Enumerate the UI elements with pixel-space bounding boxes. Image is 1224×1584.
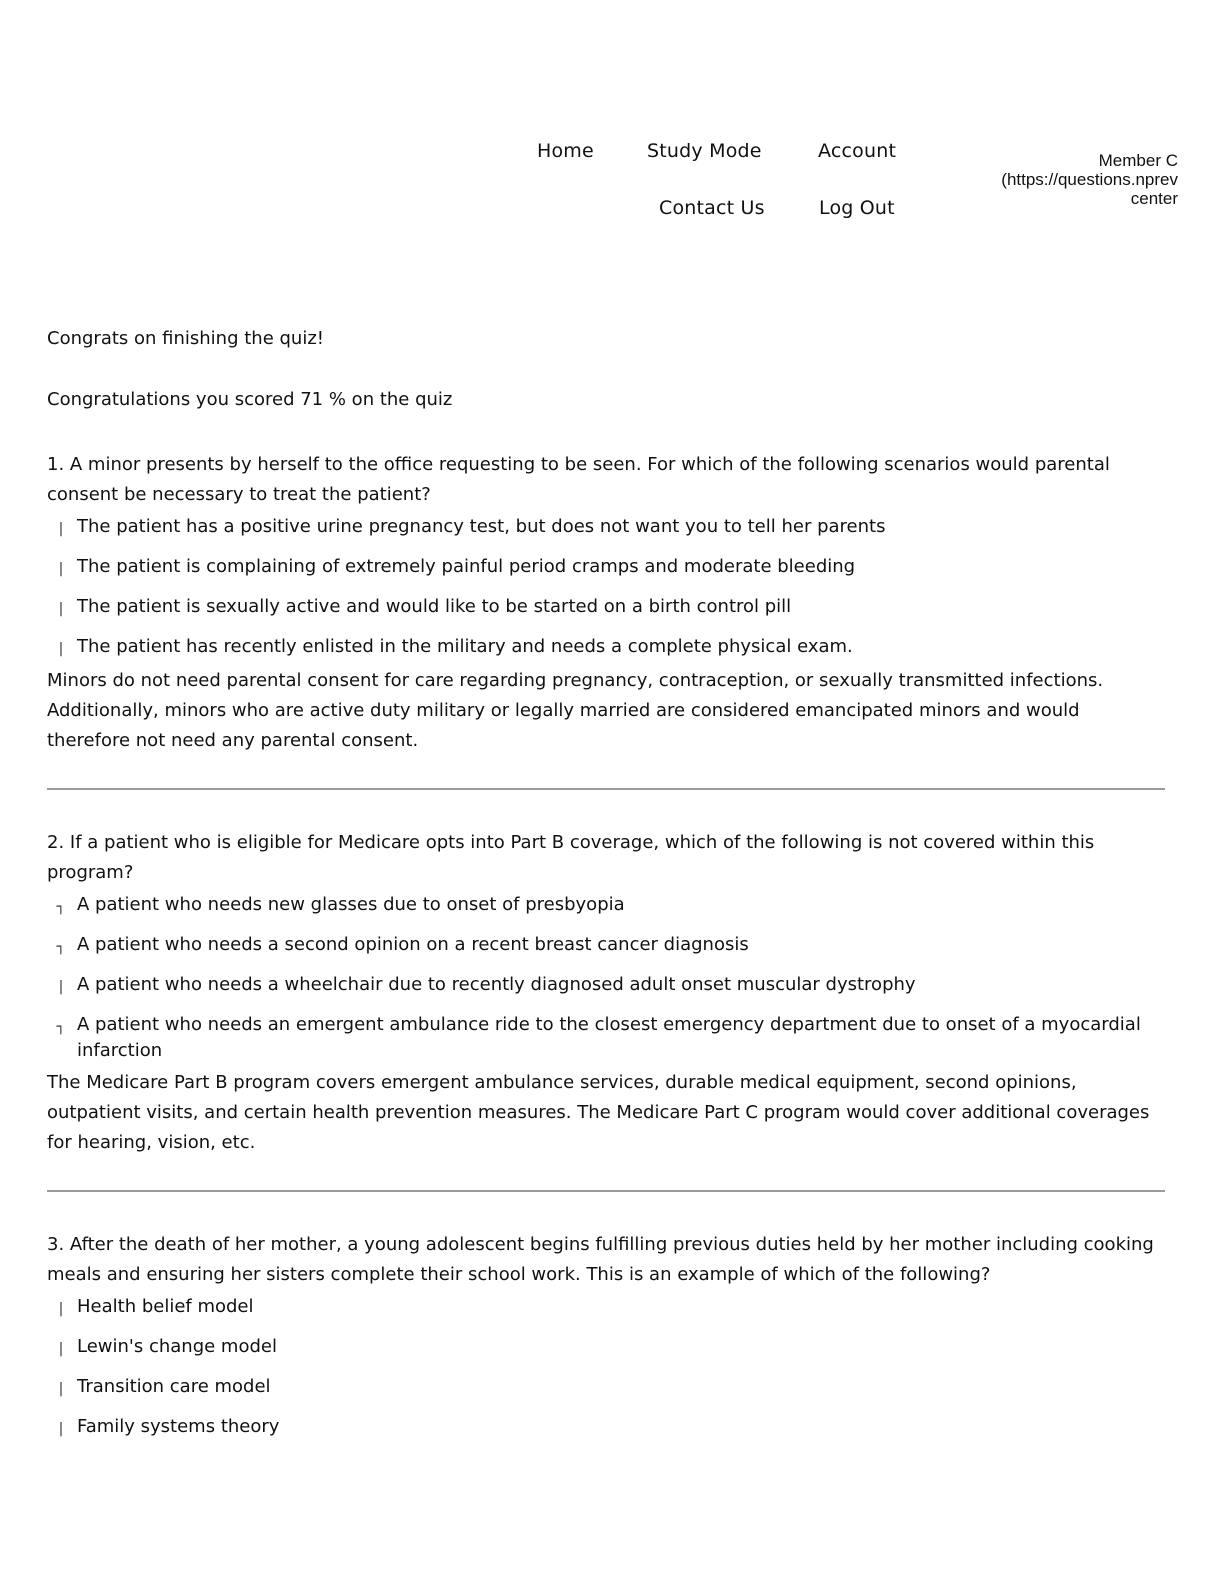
answer-option-label: Transition care model bbox=[77, 1376, 271, 1397]
radio-icon[interactable]: | bbox=[58, 521, 64, 537]
radio-icon[interactable]: ┐ bbox=[56, 939, 66, 955]
radio-icon[interactable]: | bbox=[58, 1381, 64, 1397]
radio-icon[interactable]: | bbox=[58, 1301, 64, 1317]
answer-options bbox=[47, 1294, 1165, 1442]
question-divider bbox=[47, 788, 1165, 790]
radio-icon[interactable]: | bbox=[58, 641, 64, 657]
answer-option-label: The patient has recently enlisted in the military and needs a complete physical exam. bbox=[77, 636, 853, 657]
member-line-1: Member C bbox=[1098, 151, 1178, 170]
answer-option-label: A patient who needs a wheelchair due to recently diagnosed adult onset muscular dystrophy bbox=[77, 974, 916, 995]
answer-option[interactable] bbox=[47, 1374, 1165, 1402]
answer-options bbox=[47, 892, 1165, 1064]
answer-option[interactable] bbox=[47, 932, 1165, 960]
answer-option-label: Health belief model bbox=[77, 1296, 254, 1317]
score-text: Congratulations you scored 71 % on the quiz bbox=[47, 389, 453, 410]
radio-icon[interactable]: | bbox=[58, 1421, 64, 1437]
radio-icon[interactable]: | bbox=[58, 979, 64, 995]
results-heading: Congrats on finishing the quiz! bbox=[47, 328, 324, 349]
radio-icon[interactable]: | bbox=[58, 561, 64, 577]
answer-option[interactable] bbox=[47, 1414, 1165, 1442]
question-2 bbox=[47, 828, 1165, 1158]
answer-option-label: Lewin's change model bbox=[77, 1336, 277, 1357]
question-divider bbox=[47, 1190, 1165, 1192]
question-text: 3. After the death of her mother, a young adolescent begins fulfilling previous duties held by her mother including cooking meals and ensuring her sisters complete their school work. This is an example of which of the following? bbox=[47, 1234, 1154, 1285]
answer-option-label: The patient has a positive urine pregnancy test, but does not want you to tell her parents bbox=[77, 516, 886, 537]
answer-option[interactable] bbox=[47, 1294, 1165, 1322]
question-3 bbox=[47, 1230, 1165, 1442]
nav-study-mode-link[interactable]: Study Mode bbox=[647, 140, 762, 162]
answer-option[interactable] bbox=[47, 554, 1165, 582]
answer-option[interactable] bbox=[47, 1012, 1165, 1064]
answer-option[interactable] bbox=[47, 1334, 1165, 1362]
question-1 bbox=[47, 450, 1165, 756]
answer-option-label: Family systems theory bbox=[77, 1416, 280, 1437]
radio-icon[interactable]: | bbox=[58, 601, 64, 617]
answer-option[interactable] bbox=[47, 892, 1165, 920]
radio-icon[interactable]: ┐ bbox=[56, 899, 66, 915]
nav-account-link[interactable]: Account bbox=[818, 140, 897, 162]
nav-home-link[interactable]: Home bbox=[537, 140, 594, 162]
quiz-results bbox=[47, 326, 1165, 1454]
question-text: 1. A minor presents by herself to the office requesting to be seen. For which of the following scenarios would parental consent be necessary to treat the patient? bbox=[47, 454, 1110, 505]
answer-option-label: The patient is complaining of extremely painful period cramps and moderate bleeding bbox=[77, 556, 856, 577]
answer-option-label: A patient who needs an emergent ambulance ride to the closest emergency department due to onset of a myocardial infarction bbox=[77, 1014, 1141, 1061]
member-line-3: center bbox=[1130, 189, 1178, 208]
nav-log-out-link[interactable]: Log Out bbox=[819, 197, 895, 219]
answer-option[interactable] bbox=[47, 634, 1165, 662]
answer-option-label: A patient who needs new glasses due to onset of presbyopia bbox=[77, 894, 625, 915]
answer-options bbox=[47, 514, 1165, 662]
answer-option-label: A patient who needs a second opinion on a recent breast cancer diagnosis bbox=[77, 934, 749, 955]
question-text: 2. If a patient who is eligible for Medicare opts into Part B coverage, which of the following is not covered within this program? bbox=[47, 832, 1095, 883]
answer-option[interactable] bbox=[47, 594, 1165, 622]
answer-explanation: The Medicare Part B program covers emergent ambulance services, durable medical equipment, second opinions, outpatient visits, and certain health prevention measures. The Medicare Part C program would cover additional coverages for hearing, vision, etc. bbox=[47, 1072, 1150, 1153]
nav-contact-us-link[interactable]: Contact Us bbox=[659, 197, 765, 219]
member-center-link[interactable] bbox=[938, 151, 1178, 208]
answer-option-label: The patient is sexually active and would like to be started on a birth control pill bbox=[77, 596, 792, 617]
member-line-2: (https://questions.nprev bbox=[1001, 170, 1178, 189]
answer-explanation: Minors do not need parental consent for care regarding pregnancy, contraception, or sexually transmitted infections. Additionally, minors who are active duty military or legally married are considered emancipated minors and would therefore not need any parental consent. bbox=[47, 670, 1104, 751]
radio-icon[interactable]: ┐ bbox=[56, 1019, 66, 1035]
radio-icon[interactable]: | bbox=[58, 1341, 64, 1357]
answer-option[interactable] bbox=[47, 514, 1165, 542]
answer-option[interactable] bbox=[47, 972, 1165, 1000]
